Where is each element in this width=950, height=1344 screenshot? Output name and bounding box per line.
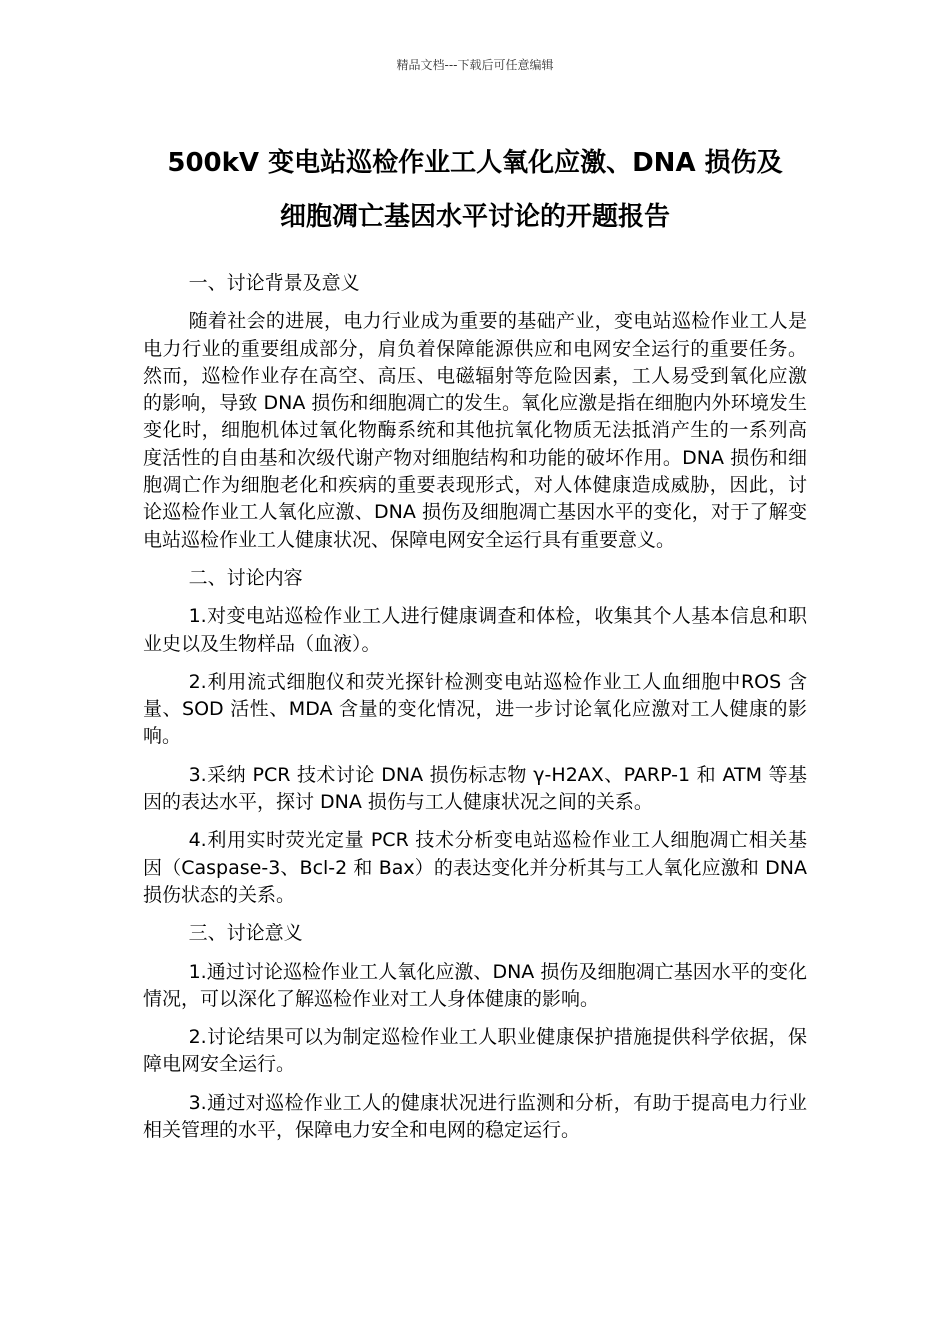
section-heading-significance: 三、讨论意义 (188, 922, 303, 945)
significance-item-2: 2.讨论结果可以为制定巡检作业工人职业健康保护措施提供科学依据，保障电网安全运行。 (143, 1026, 807, 1076)
title-line-2: 细胞凋亡基因水平讨论的开题报告 (279, 202, 670, 232)
background-paragraph: 随着社会的进展，电力行业成为重要的基础产业，变电站巡检作业工人是电力行业的重要组成部分，肩负着保障能源供应和电网安全运行的重要任务。然而，巡检作业存在高空、高压、电磁辐射等危险因素，工人易受到氧化应激的影响，导致 DNA 损伤和细胞凋亡的发生。氧化应激是指在细胞内外环境发生变化时，细胞机体过氧化物酶系统和其他抗氧化物质无法抵消产生的一系列高度活性的自由基和次级代谢产物对细胞结构和功能的破坏作用。DNA 损伤和细胞凋亡作为细胞老化和疾病的重要表现形式，对人体健康造成威胁，因此，讨论巡检作业工人氧化应激、DNA 损伤及细胞凋亡基因水平的变化，对于了解变电站巡检作业工人健康状况、保障电网安全运行具有重要意义。 (143, 310, 807, 551)
page-header-note: 精品文档---下载后可任意编辑 (396, 58, 554, 72)
content-item-3: 3.采纳 PCR 技术讨论 DNA 损伤标志物 γ-H2AX、PARP-1 和 ATM 等基因的表达水平，探讨 DNA 损伤与工人健康状况之间的关系。 (143, 763, 807, 814)
title-line-1: 500kV 变电站巡检作业工人氧化应激、DNA 损伤及 (167, 148, 783, 178)
content-item-1: 1.对变电站巡检作业工人进行健康调查和体检，收集其个人基本信息和职业史以及生物样品（血液）。 (143, 605, 807, 655)
document-title (130, 136, 820, 244)
significance-item-1: 1.通过讨论巡检作业工人氧化应激、DNA 损伤及细胞凋亡基因水平的变化情况，可以深化了解巡检作业对工人身体健康的影响。 (143, 960, 807, 1010)
section-heading-background: 一、讨论背景及意义 (188, 272, 360, 294)
section-heading-content: 二、讨论内容 (188, 566, 303, 589)
content-item-4: 4.利用实时荧光定量 PCR 技术分析变电站巡检作业工人细胞凋亡相关基因（Caspase-3、Bcl-2 和 Bax）的表达变化并分析其与工人氧化应激和 DNA 损伤状态的关系。 (143, 829, 807, 906)
content-item-2: 2.利用流式细胞仪和荧光探针检测变电站巡检作业工人血细胞中ROS 含量、SOD 活性、MDA 含量的变化情况，进一步讨论氧化应激对工人健康的影响。 (143, 670, 807, 748)
document-body (143, 270, 807, 1155)
significance-item-3: 3.通过对巡检作业工人的健康状况进行监测和分析，有助于提高电力行业相关管理的水平，保障电力安全和电网的稳定运行。 (143, 1091, 807, 1142)
